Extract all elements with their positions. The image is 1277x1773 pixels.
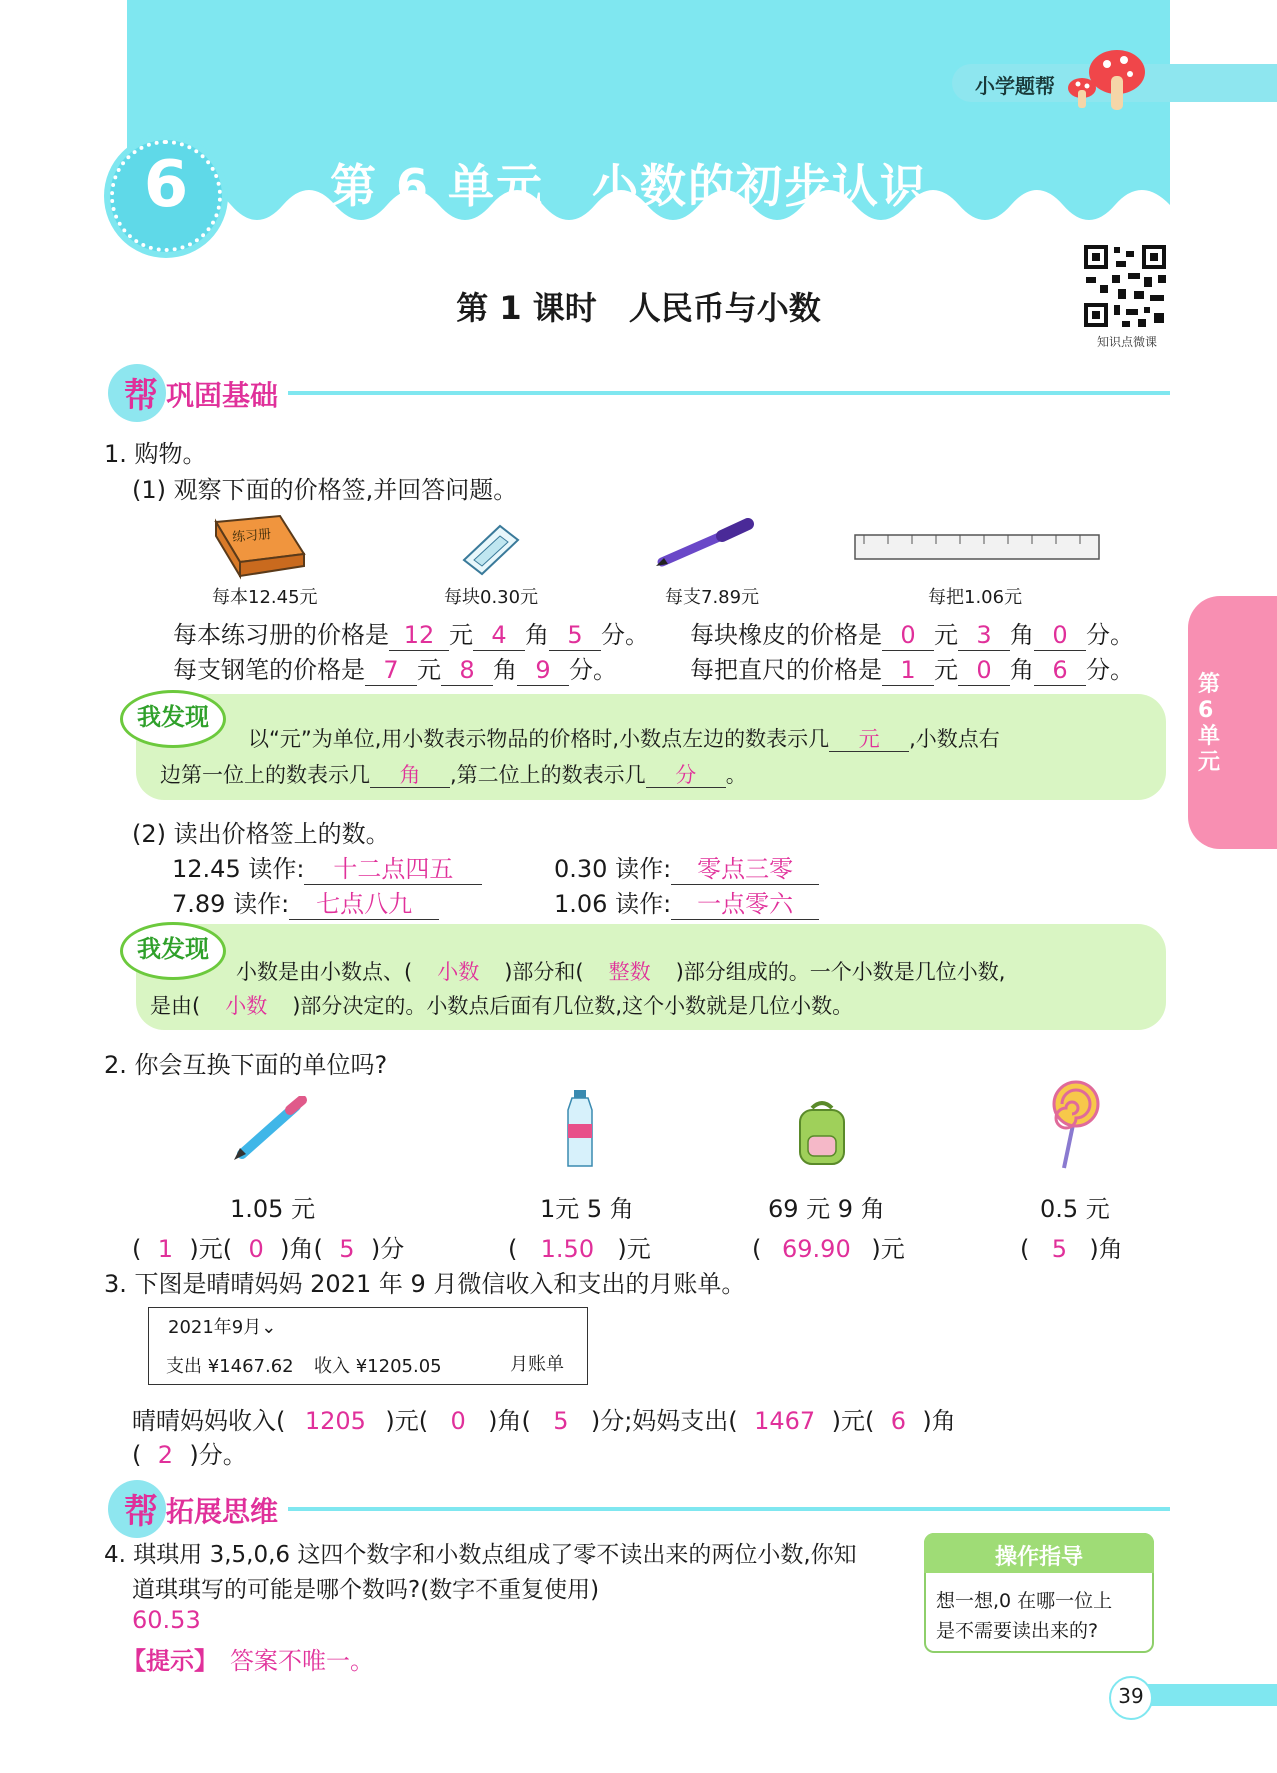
backpack-icon [794,1098,850,1168]
discover-badge: 我发现 [120,690,226,748]
tip-text-line1: 想一想,0 在哪一位上 [936,1590,1113,1612]
q4-hint: 【提示】 答案不唯一。 [122,1647,374,1675]
answer-blank: 7 [365,657,417,686]
pen-icon [656,518,758,568]
reading-line: 1.06 读作: 一点零六 [554,884,819,920]
answer-paren: 整数 [608,960,651,984]
answer-blank: 0 [882,622,934,651]
section-help-char: 帮 [124,1492,158,1532]
answer-blank: 分 [646,763,726,788]
reading-line: 7.89 读作: 七点八九 [172,884,439,920]
section-title-extend: 拓展思维 [166,1495,279,1528]
q4-line2: 道琪琪写的可能是哪个数吗?(数字不重复使用) [132,1577,600,1603]
eraser-price-line: 每块橡皮的价格是 0 元 3 角 0 分。 [690,621,1134,649]
answer-blank: 角 [370,763,450,788]
answer-blank: 一点零六 [671,891,819,920]
answer-blank: 0 [1034,622,1086,651]
q1-sub1: (1) 观察下面的价格签,并回答问题。 [132,476,518,504]
q2-label: 1.05 元 [230,1195,316,1223]
item-caption: 每块0.30元 [444,587,539,608]
answer-blank: 七点八九 [289,891,439,920]
bill-month: 2021年9月⌄ [168,1317,277,1338]
q2-answer-line: ( 5 )角 [1020,1235,1123,1263]
q4-line1: 4. 琪琪用 3,5,0,6 这四个数字和小数点组成了零不读出来的两位小数,你知 [104,1542,857,1568]
mushroom-icon [1062,46,1152,116]
answer-blank: 4 [473,622,525,651]
q2-label: 1元 5 角 [540,1195,634,1223]
q2-answer-line: ( 69.90 )元 [752,1235,905,1263]
ruler-icon [854,534,1100,562]
q3-answer-line1: 晴晴妈妈收入( 1205 )元( 0 )角( 5 )分;妈妈支出( 1467 )元( 6 )角 [132,1407,956,1435]
water-bottle-icon [562,1090,598,1170]
notebook-icon [210,514,306,580]
qr-code-icon[interactable] [1082,243,1168,329]
answer-blank: 3 [958,622,1010,651]
notebook-price-line: 每本练习册的价格是 12 元 4 角 5 分。 [173,621,649,649]
unit-title: 第 6 单元 小数的初步认识 [330,159,929,213]
bill-out: 支出 ¥1467.62 [166,1356,294,1377]
section-divider [288,391,1170,395]
answer-blank: 9 [517,657,569,686]
page-number: 39 [1118,1684,1144,1708]
answer-blank: 零点三零 [671,856,819,885]
notebook-label: 练习册 [231,527,272,546]
bill-label: 月账单 [510,1354,564,1375]
discover-text-line2: 是由( 小数 )部分决定的。小数点后面有几位数,这个小数就是几位小数。 [150,990,853,1020]
answer-blank: 0 [958,657,1010,686]
side-tab-label: 第6单元 [1198,672,1221,775]
brand-name: 小学题帮 [975,74,1055,98]
tip-text-line2: 是不需要读出来的? [936,1620,1099,1642]
unit-number: 6 [143,148,189,222]
q1-sub2: (2) 读出价格签上的数。 [132,820,390,848]
section-help-char: 帮 [124,376,158,416]
section-divider [288,1507,1170,1511]
q2-answer-line: ( 1.50 )元 [508,1235,651,1263]
item-caption: 每把1.06元 [928,587,1023,608]
q3-title: 3. 下图是晴晴妈妈 2021 年 9 月微信收入和支出的月账单。 [104,1270,746,1298]
q1-title: 1. 购物。 [104,440,207,468]
answer-blank: 元 [829,727,909,752]
lesson-title: 第 1 课时 人民币与小数 [456,289,821,327]
discover-text-line1: 小数是由小数点、( 小数 )部分和( 整数 )部分组成的。一个小数是几位小数, [236,956,1005,986]
discover-badge: 我发现 [120,922,226,980]
eraser-icon [460,520,522,576]
q2-title: 2. 你会互换下面的单位吗? [104,1051,388,1079]
answer-blank: 8 [441,657,493,686]
discover-text-line1: 以“元”为单位,用小数表示物品的价格时,小数点左边的数表示几 元 ,小数点右 [248,727,1000,751]
pencil-icon [232,1096,310,1162]
pen-price-line: 每支钢笔的价格是 7 元 8 角 9 分。 [173,656,617,684]
answer-paren: 小数 [437,960,480,984]
answer-blank: 12 [389,622,449,651]
item-caption: 每支7.89元 [665,587,760,608]
reading-line: 0.30 读作: 零点三零 [554,849,819,885]
answer-blank: 1 [882,657,934,686]
ruler-price-line: 每把直尺的价格是 1 元 0 角 6 分。 [690,656,1134,684]
item-caption: 每本12.45元 [212,587,318,608]
q2-answer-line: ( 1 )元( 0 )角( 5 )分 [132,1235,405,1263]
section-title-basic: 巩固基础 [166,379,279,412]
answer-paren: 小数 [225,994,268,1018]
q2-label: 0.5 元 [1040,1195,1110,1223]
tip-title: 操作指导 [994,1545,1083,1570]
discover-text-line2: 边第一位上的数表示几 角 ,第二位上的数表示几 分 。 [160,763,747,787]
qr-caption: 知识点微课 [1096,335,1157,349]
answer-blank: 5 [549,622,601,651]
reading-line: 12.45 读作: 十二点四五 [172,849,482,885]
q2-label: 69 元 9 角 [768,1195,885,1223]
q3-answer-line2: ( 2 )分。 [132,1441,247,1469]
q4-answer: 60.53 [132,1606,201,1634]
answer-blank: 6 [1034,657,1086,686]
lollipop-icon [1048,1080,1102,1170]
page-bar [1147,1684,1277,1706]
bill-in: 收入 ¥1205.05 [314,1356,442,1377]
answer-blank: 十二点四五 [304,856,482,885]
